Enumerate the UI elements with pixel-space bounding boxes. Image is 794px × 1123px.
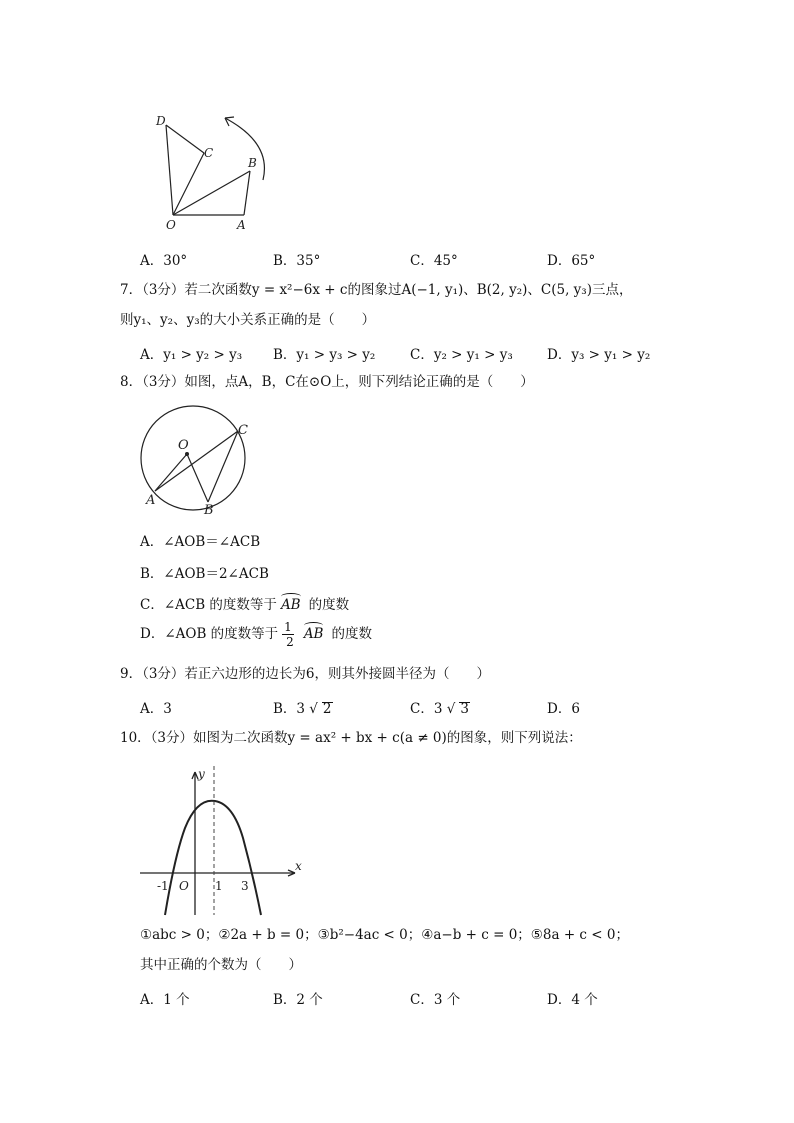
q10-option-b[interactable]: B．2 个 bbox=[273, 992, 323, 1008]
label-D: D bbox=[156, 114, 166, 128]
fig-rotation-diagram bbox=[140, 105, 290, 240]
q9-option-c[interactable]: C．3 √ 3 bbox=[410, 701, 469, 717]
q6-option-c[interactable]: C．45° bbox=[410, 253, 458, 269]
q8-option-b[interactable]: B．∠AOB＝2∠ACB bbox=[140, 566, 269, 582]
label-O: O bbox=[178, 438, 189, 453]
q8-optc-tail: 的度数 bbox=[308, 597, 350, 613]
q8-optd-text: D．∠AOB 的度数等于 bbox=[140, 626, 279, 642]
label-origin: O bbox=[179, 879, 189, 893]
label-O: O bbox=[166, 218, 176, 232]
fig-circle-diagram bbox=[130, 398, 260, 516]
label-A: A bbox=[237, 218, 246, 232]
q7-option-a[interactable]: A．y₁ > y₂ > y₃ bbox=[140, 347, 243, 363]
q10-question: 其中正确的个数为（ ） bbox=[140, 957, 302, 973]
label-C: C bbox=[204, 146, 214, 160]
parabola-curve bbox=[165, 801, 261, 915]
q10-option-c[interactable]: C．3 个 bbox=[410, 992, 461, 1008]
q9-option-b[interactable]: B．3 √ 2 bbox=[273, 701, 332, 717]
arrow-head bbox=[225, 117, 234, 126]
segment-BA bbox=[244, 171, 250, 215]
label-x: x bbox=[295, 859, 302, 873]
q9-option-d[interactable]: D．6 bbox=[547, 701, 580, 717]
segment-OD bbox=[166, 125, 173, 215]
segment-OA bbox=[155, 454, 187, 491]
q6-option-a[interactable]: A．30° bbox=[140, 253, 188, 269]
q8-optc-text: C．∠ACB 的度数等于 bbox=[140, 597, 277, 613]
tick-minus-one: -1 bbox=[157, 879, 169, 893]
q10-option-d[interactable]: D．4 个 bbox=[547, 992, 598, 1008]
label-C: C bbox=[238, 423, 248, 438]
arc-AB: AB bbox=[280, 597, 301, 613]
q8-option-d[interactable] bbox=[140, 620, 372, 649]
radical-3: 3 bbox=[460, 701, 469, 717]
q8-option-a[interactable]: A．∠AOB＝∠ACB bbox=[140, 534, 261, 550]
radical-2: 2 bbox=[322, 701, 332, 717]
q10-option-a[interactable]: A．1 个 bbox=[140, 992, 190, 1008]
rotation-arc bbox=[225, 118, 264, 180]
q8-stem: 8．（3分）如图，点A，B，C在⊙O上，则下列结论正确的是（ ） bbox=[120, 374, 534, 390]
segment-OB bbox=[187, 454, 208, 502]
tick-one: 1 bbox=[215, 879, 223, 893]
label-B: B bbox=[248, 156, 257, 170]
tick-three: 3 bbox=[241, 879, 249, 893]
fig-parabola-graph bbox=[135, 760, 310, 920]
q7-option-c[interactable]: C．y₂ > y₁ > y₃ bbox=[410, 347, 513, 363]
circle-O bbox=[141, 406, 245, 510]
label-B: B bbox=[204, 503, 214, 516]
label-y: y bbox=[198, 767, 205, 781]
q8-optd-tail: 的度数 bbox=[331, 626, 372, 642]
q7-option-d[interactable]: D．y₃ > y₁ > y₂ bbox=[547, 347, 651, 363]
q7-option-b[interactable]: B．y₁ > y₃ > y₂ bbox=[273, 347, 376, 363]
q6-option-b[interactable]: B．35° bbox=[273, 253, 321, 269]
q9-stem: 9．（3分）若正六边形的边长为6，则其外接圆半径为（ ） bbox=[120, 666, 491, 682]
fraction-half: $\frac{1}{2}$ bbox=[284, 620, 294, 649]
arc-AB: AB bbox=[303, 626, 324, 642]
label-A: A bbox=[146, 493, 156, 508]
q10-statements: ①abc > 0；②2a + b = 0；③b²−4ac < 0；④a−b + c = 0；⑤8a + c < 0； bbox=[140, 927, 629, 943]
q7-stem-line1: 7．（3分）若二次函数y = x²−6x + c的图象过A(−1, y₁)、B(2, y₂)、C(5, y₃)三点， bbox=[120, 282, 633, 298]
q7-stem-line2: 则y₁、y₂、y₃的大小关系正确的是（ ） bbox=[120, 312, 376, 328]
segment-DC bbox=[166, 125, 204, 153]
q8-option-c[interactable] bbox=[140, 593, 349, 613]
q9-option-a[interactable]: A．3 bbox=[140, 701, 172, 717]
q6-option-d[interactable]: D．65° bbox=[547, 253, 596, 269]
q10-stem: 10．（3分）如图为二次函数y = ax² + bx + c(a ≠ 0)的图象，则下列说法： bbox=[120, 730, 582, 746]
